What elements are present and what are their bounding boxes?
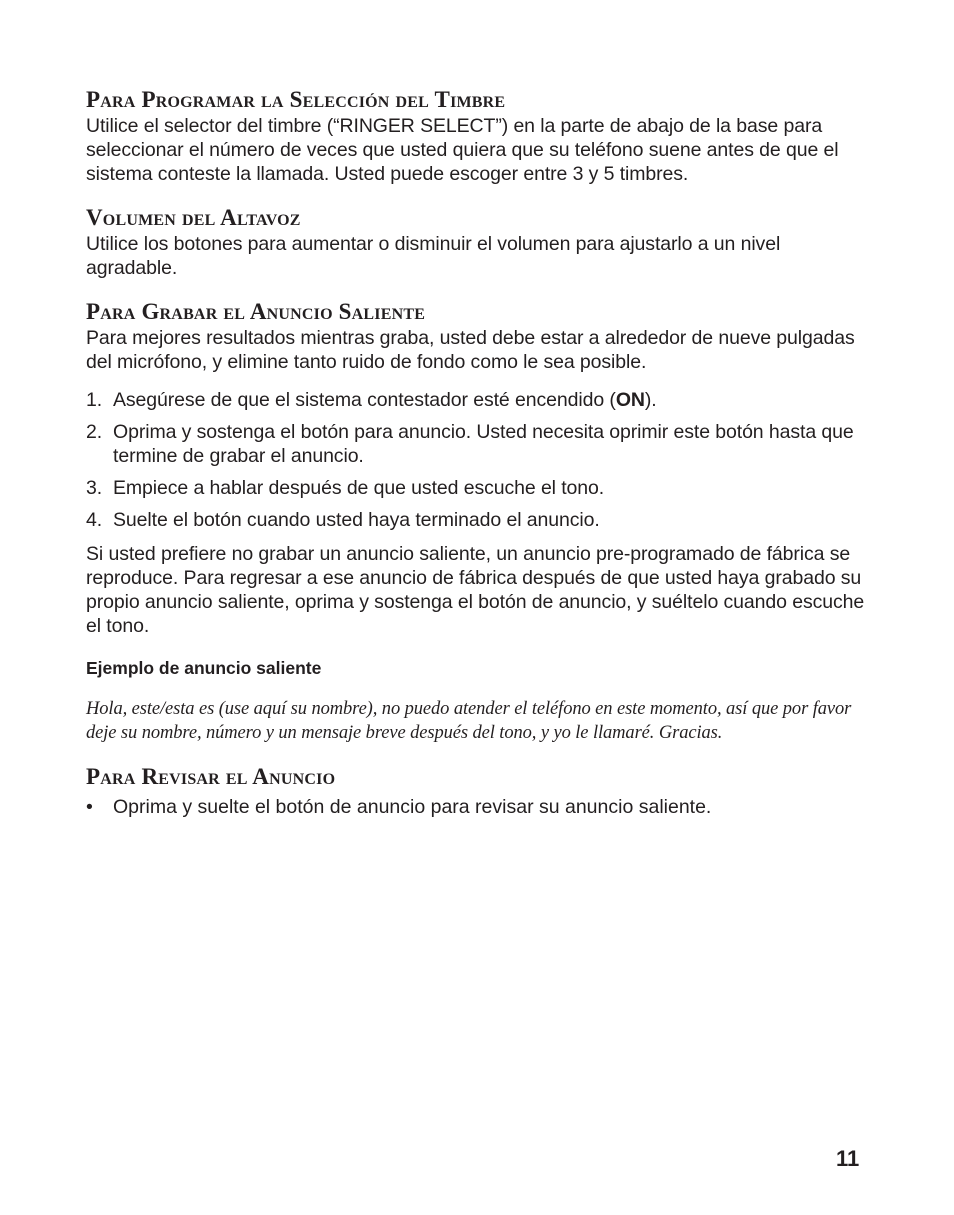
section-body-ringer: Utilice el selector del timbre (“RINGER SELECT”) en la parte de abajo de la base para seleccionar el número de veces que usted quiera que su teléfono suene antes de que el sistema conteste la llamada. Usted puede escoger entre 3 y 5 timbres. [86,115,839,185]
page-number: 11 [836,1146,860,1171]
section-title-record: Para Grabar el Anuncio Saliente [86,299,426,324]
list-item [86,420,876,468]
section-title-ringer: Para Programar la Selección del Timbre [86,87,506,112]
step-text: Oprima y sostenga el botón para anuncio. Usted necesita oprimir este botón hasta que termine de grabar el anuncio. [113,421,854,467]
step-number: 1. [86,389,103,411]
bullet-text: Oprima y suelte el botón de anuncio para revisar su anuncio saliente. [113,796,712,818]
review-list [86,795,876,819]
list-item [86,508,876,532]
section-body-record: Para mejores resultados mientras graba, usted debe estar a alrededor de nueve pulgadas del micrófono, y elimine tanto ruido de fondo como le sea posible. [86,327,855,373]
step-text-tail: ). [644,389,657,411]
section-title-review: Para Revisar el Anuncio [86,764,336,789]
on-label: ON [615,389,645,411]
section-body-volume: Utilice los botones para aumentar o disminuir el volumen para ajustarlo a un nivel agradable. [86,233,781,279]
list-item [86,388,876,412]
step-text: Asegúrese de que el sistema contestador esté encendido ( [113,389,616,411]
step-number: 3. [86,477,103,499]
record-note: Si usted prefiere no grabar un anuncio saliente, un anuncio pre-programado de fábrica se reproduce. Para regresar a ese anuncio de fábrica después de que usted haya grabado su propio anuncio saliente, oprima y sostenga el botón de anuncio, y suéltelo cuando escuche el tono. [86,543,865,637]
step-text: Suelte el botón cuando usted haya terminado el anuncio. [113,509,600,531]
step-text: Empiece a hablar después de que usted escuche el tono. [113,477,605,499]
section-title-volume: Volumen del Altavoz [86,205,301,230]
example-message: Hola, este/esta es (use aquí su nombre), no puedo atender el teléfono en este momento, así que por favor deje su nombre, número y un mensaje breve después del tono, y yo le llamaré. Gracias. [86,699,852,743]
step-number: 2. [86,421,103,443]
list-item [86,476,876,500]
manual-page [86,86,876,819]
list-item [86,795,876,819]
bullet-symbol: • [86,796,93,818]
step-number: 4. [86,509,103,531]
example-heading: Ejemplo de anuncio saliente [86,658,322,678]
record-steps-list [86,388,876,532]
